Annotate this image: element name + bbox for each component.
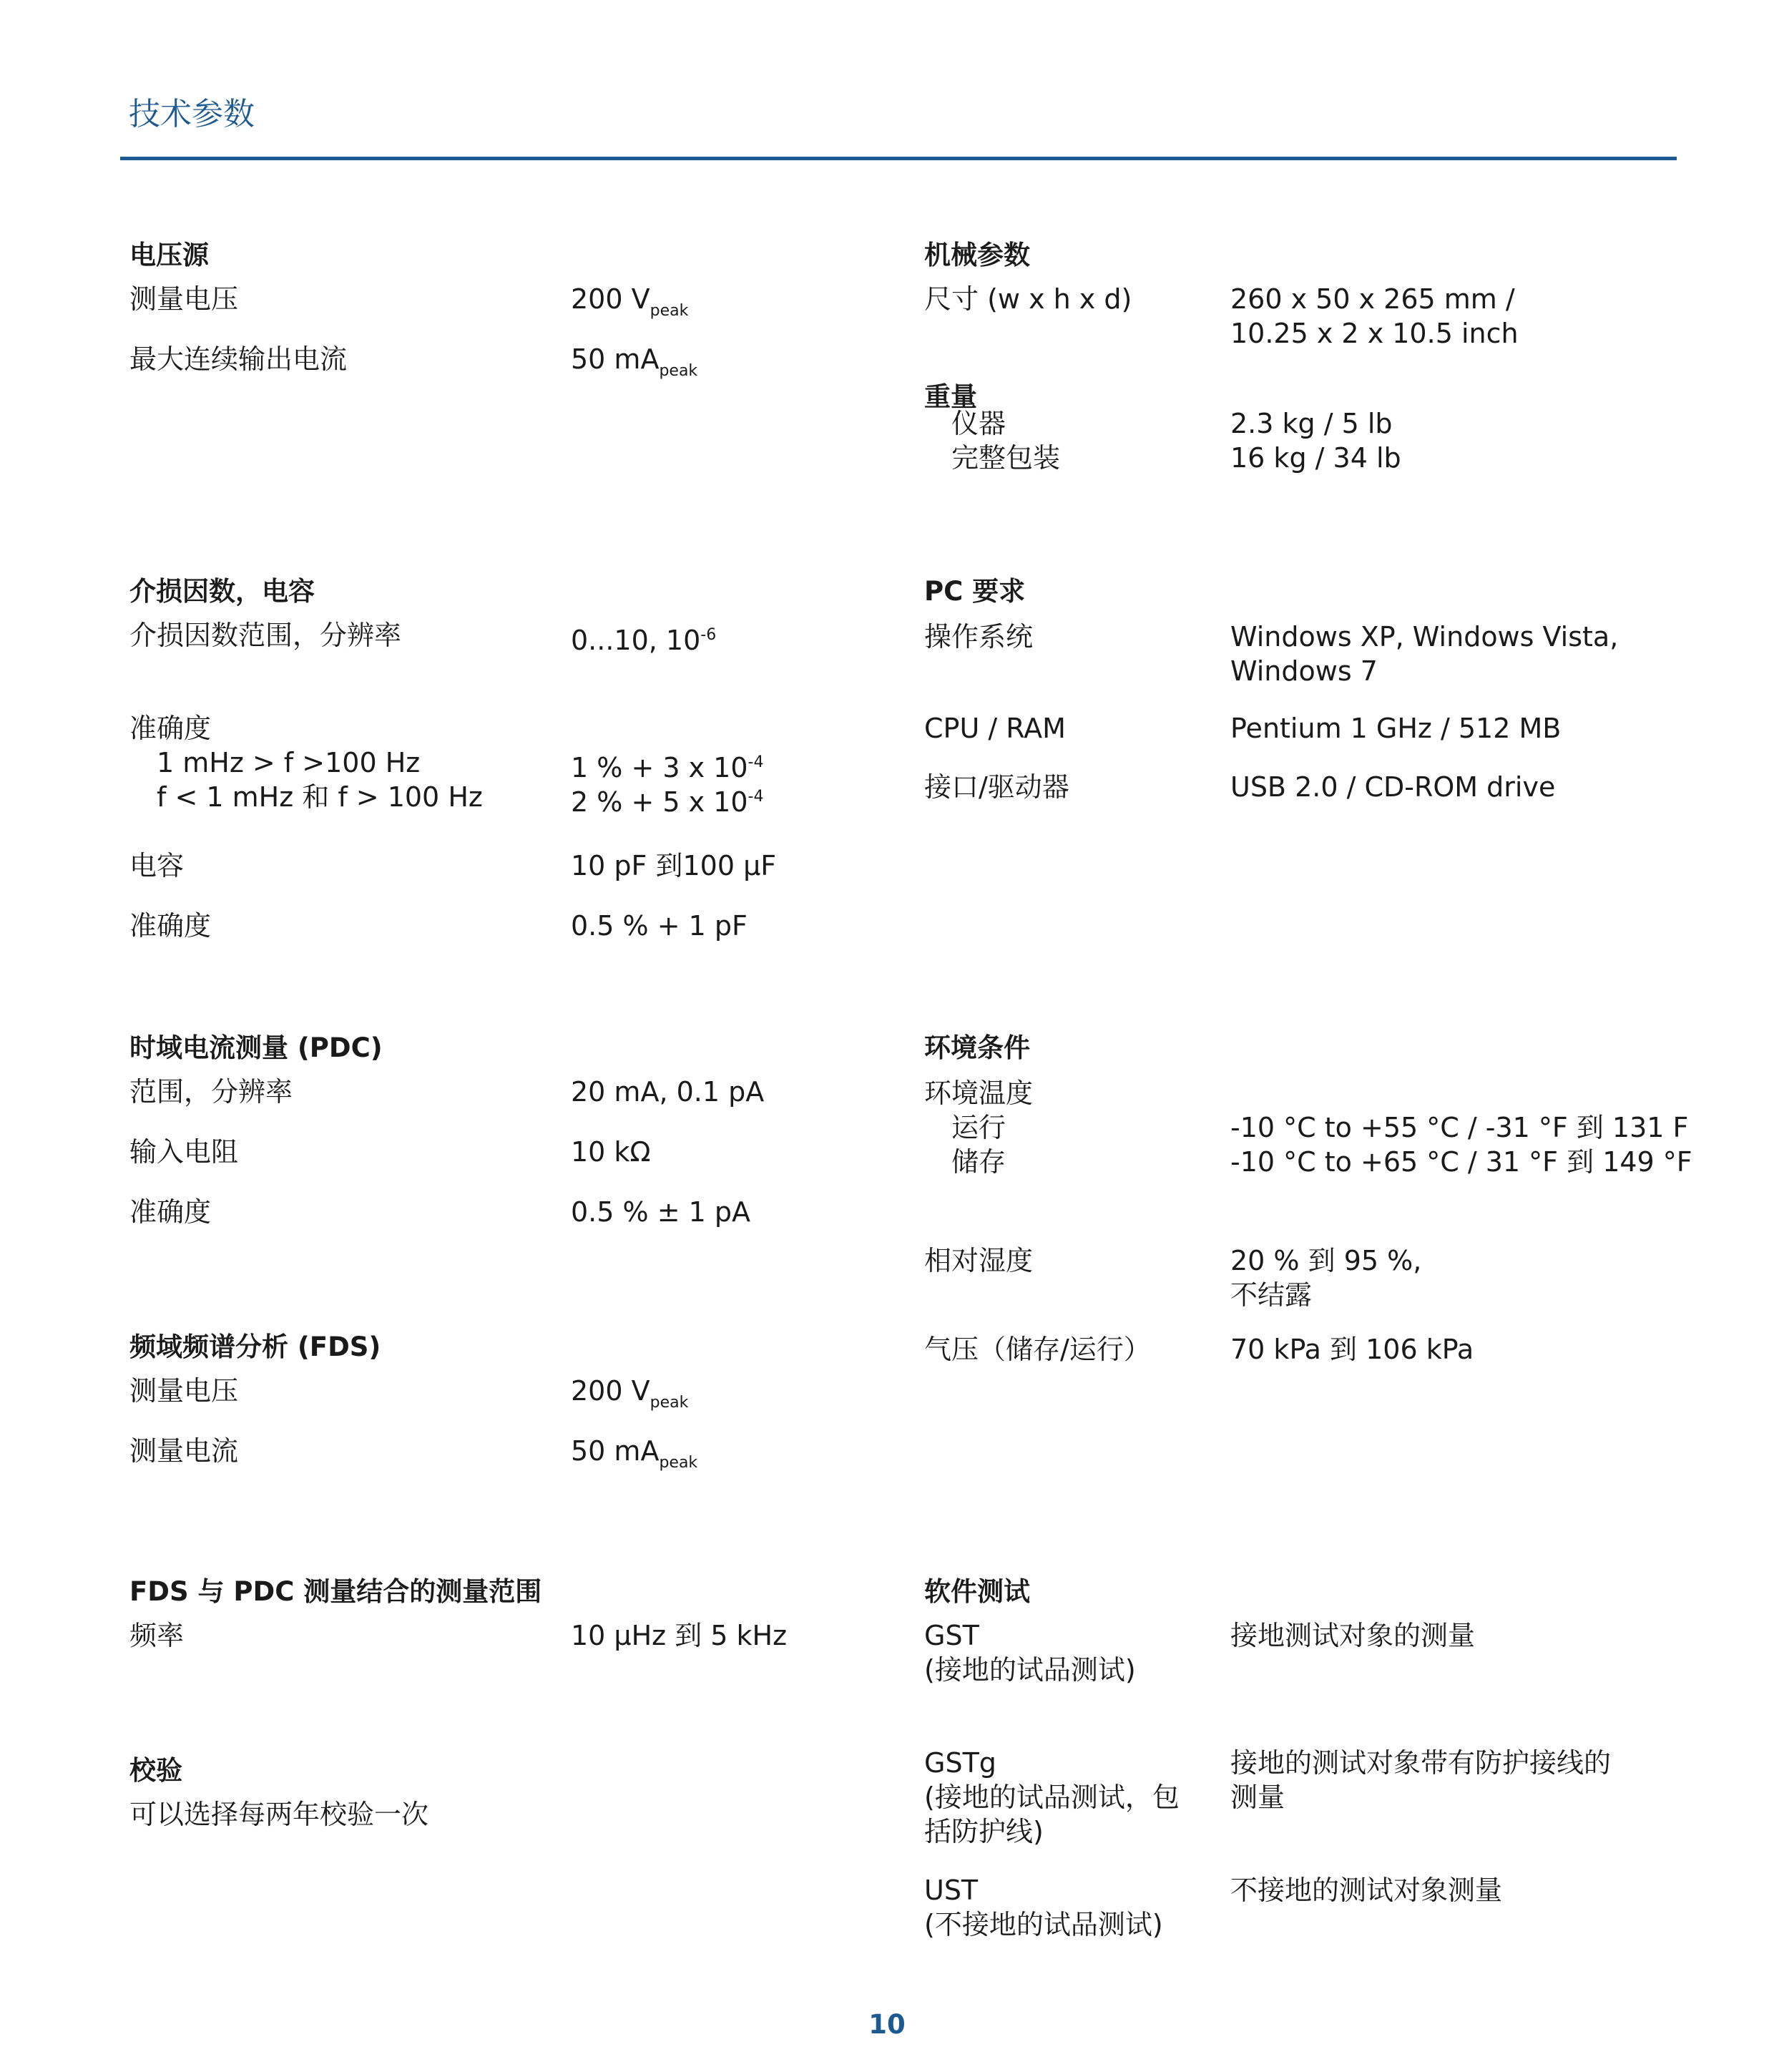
fds-current-label: 测量电流: [129, 1435, 239, 1467]
gstg-label-line-1: GSTg: [924, 1747, 996, 1779]
pc-title: PC 要求: [924, 576, 1026, 607]
temp-operating-value: -10 °C to +55 °C / -31 °F 到 131 F: [1230, 1112, 1689, 1143]
title-rule: [120, 157, 1677, 160]
page-number: 10: [868, 2009, 906, 2040]
pressure-value: 70 kPa 到 106 kPa: [1230, 1334, 1474, 1365]
frequency-value: 10 μHz 到 5 kHz: [571, 1620, 788, 1651]
humidity-label: 相对湿度: [924, 1245, 1034, 1276]
pressure-label: 气压（储存/运行）: [924, 1334, 1151, 1365]
gst-value: 接地测试对象的测量: [1230, 1620, 1476, 1651]
capacitance-label: 电容: [129, 850, 185, 881]
weight-package-value: 16 kg / 34 lb: [1230, 442, 1401, 474]
os-value-line-2: Windows 7: [1230, 655, 1378, 687]
fds-voltage-value: 200 $V_{peak}$: [571, 1375, 689, 1412]
fds-title: 频域频谱分析 (FDS): [129, 1331, 381, 1362]
temp-storage-value: -10 °C to +65 °C / 31 °F 到 149 °F: [1230, 1146, 1692, 1178]
mechanical-title: 机械参数: [924, 240, 1030, 270]
fds-current-value: 50 $mA_{peak}$: [571, 1435, 698, 1472]
combined-range-title: FDS 与 PDC 测量结合的测量范围: [129, 1576, 542, 1607]
gstg-label-line-3: 括防护线): [924, 1816, 1044, 1847]
cap-accuracy-value: 0.5 % + 1 pF: [571, 910, 748, 942]
pdc-input-resistance-label: 输入电阻: [129, 1136, 239, 1168]
ust-label-line-1: UST: [924, 1875, 979, 1906]
pdc-accuracy-value: 0.5 % ± 1 pA: [571, 1196, 750, 1228]
interface-label: 接口/驱动器: [924, 771, 1069, 803]
cpu-label: CPU / RAM: [924, 713, 1066, 744]
df-acc-row-1-value: 1 % + 3 x $10^{-4}$: [571, 752, 764, 783]
gst-label-line-2: (接地的试品测试): [924, 1654, 1136, 1686]
gstg-label-line-2: (接地的试品测试，包: [924, 1782, 1180, 1813]
max-current-value: 50 $mA_{peak}$: [571, 343, 698, 380]
frequency-label: 频率: [129, 1620, 185, 1651]
interface-value: USB 2.0 / CD-ROM drive: [1230, 771, 1556, 803]
ust-label-line-2: (不接地的试品测试): [924, 1909, 1163, 1940]
df-range-value: 0...10, $10^{-6}$: [571, 625, 717, 656]
pdc-input-resistance-value: 10 kΩ: [571, 1136, 651, 1168]
cap-accuracy-label: 准确度: [129, 910, 212, 942]
os-value-line-1: Windows XP, Windows Vista,: [1230, 621, 1619, 653]
temp-operating-label: 运行: [951, 1112, 1006, 1143]
capacitance-value: 10 pF 到100 μF: [571, 850, 777, 881]
voltage-source-title: 电压源: [129, 240, 209, 270]
df-acc-row-2-label: f < 1 mHz 和 f > 100 Hz: [157, 781, 483, 813]
cpu-value: Pentium 1 GHz / 512 MB: [1230, 713, 1562, 744]
size-value-line-2: 10.25 x 2 x 10.5 inch: [1230, 318, 1519, 349]
size-value-line-1: 260 x 50 x 265 mm /: [1230, 283, 1515, 315]
weight-instrument-value: 2.3 kg / 5 lb: [1230, 408, 1393, 439]
humidity-value-line-2: 不结露: [1230, 1279, 1313, 1311]
dissipation-title: 介损因数，电容: [129, 576, 315, 607]
df-acc-row-1-label: 1 mHz > f >100 Hz: [157, 747, 421, 778]
humidity-value-line-1: 20 % 到 95 %,: [1230, 1245, 1422, 1276]
max-current-label: 最大连续输出电流: [129, 343, 348, 375]
gst-label-line-1: GST: [924, 1620, 979, 1651]
gstg-value-line-1: 接地的测试对象带有防护接线的: [1230, 1747, 1612, 1779]
gstg-value-line-2: 测量: [1230, 1782, 1285, 1813]
temp-storage-label: 储存: [951, 1146, 1006, 1178]
df-range-label: 介损因数范围，分辨率: [129, 620, 402, 651]
calibration-title: 校验: [129, 1755, 182, 1786]
environment-title: 环境条件: [924, 1032, 1030, 1063]
pdc-range-value: 20 mA, 0.1 pA: [571, 1076, 765, 1108]
software-title: 软件测试: [924, 1576, 1030, 1607]
ust-value: 不接地的测试对象测量: [1230, 1875, 1503, 1906]
measure-voltage-label: 测量电压: [129, 283, 239, 315]
pdc-title: 时域电流测量 (PDC): [129, 1032, 383, 1063]
weight-package-label: 完整包装: [951, 442, 1061, 474]
page-title: 技术参数: [129, 96, 255, 132]
df-acc-row-2-value: 2 % + 5 x $10^{-4}$: [571, 786, 764, 818]
measure-voltage-value: 200 $V_{peak}$: [571, 283, 689, 320]
weight-instrument-label: 仪器: [951, 408, 1006, 439]
pdc-accuracy-label: 准确度: [129, 1196, 212, 1228]
os-label: 操作系统: [924, 621, 1034, 653]
pdc-range-label: 范围，分辨率: [129, 1076, 293, 1108]
ambient-temp-label: 环境温度: [924, 1077, 1034, 1109]
calibration-text: 可以选择每两年校验一次: [129, 1799, 429, 1830]
df-accuracy-label: 准确度: [129, 713, 212, 744]
fds-voltage-label: 测量电压: [129, 1375, 239, 1407]
size-label: 尺寸 (w x h x d): [924, 283, 1132, 315]
weight-title: 重量: [924, 381, 977, 412]
